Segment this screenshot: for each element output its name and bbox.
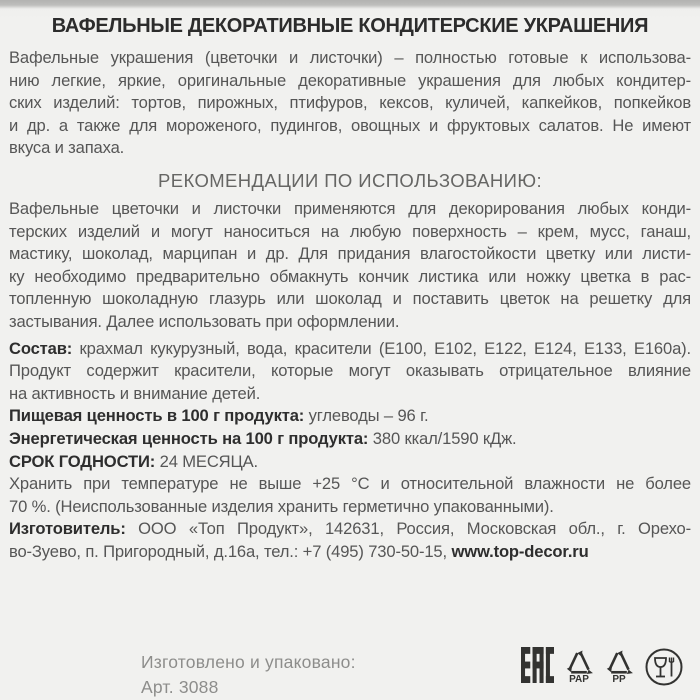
page-title: ВАФЕЛЬНЫЕ ДЕКОРАТИВНЫЕ КОНДИТЕРСКИЕ УКРАШЕНИЯ: [51, 15, 649, 37]
description-line: вкуса и запаха.: [9, 138, 125, 158]
recommendations-paragraph: [9, 198, 691, 334]
composition-line: Продукт содержит красители, которые могут оказывать отрицательное влияние: [9, 361, 691, 381]
footer-production-block: [141, 650, 356, 700]
recycle-pp-icon: [604, 647, 634, 685]
storage-line: 70 %. (Неиспользованные изделия хранить герметично упакованными).: [9, 496, 554, 516]
manufacturer-line: во-Зуево, п. Пригородный, д.16а, тел.: +7 (495) 730-50-15, www.top-decor.ru: [9, 541, 589, 561]
storage-line: Хранить при температуре не выше +25 °С и относительной влажности не более: [9, 474, 691, 494]
nutrition-value: углеводы – 96 г.: [308, 406, 429, 426]
description-line: и др. а также для мороженого, пудингов, овощных и фруктовых салатов. Не имеют: [9, 115, 691, 135]
composition-line: на активность и внимание детей.: [9, 383, 261, 403]
recommendations-line: топленную шоколадную глазурь или шоколад и поставить цветок на решетку для: [9, 289, 691, 309]
manufacturer-label: Изготовитель:: [9, 519, 126, 539]
description-paragraph: [9, 47, 691, 160]
recommendations-line: ку необходимо предварительно обмакнуть кончик листика или ножку цветка в рас-: [9, 266, 691, 286]
composition-paragraph: [9, 338, 691, 406]
shelf-life-value: 24 МЕСЯЦА.: [159, 451, 258, 471]
recommendations-line: мастику, шоколад, марципан и др. Для придания влагостойкости цветку или листи-: [9, 244, 691, 264]
shelf-life-label: СРОК ГОДНОСТИ:: [9, 451, 156, 471]
recycle-pp-label: PP: [612, 674, 626, 685]
description-line: ских изделий: тортов, пирожных, птифуров, кексов, куличей, капкейков, попкейков: [9, 93, 691, 113]
storage-paragraph: [9, 473, 691, 518]
manufacturer-paragraph: [9, 518, 691, 563]
recycle-pap-icon: [564, 647, 594, 685]
article-number: Арт. 3088: [141, 677, 219, 697]
description-line: Вафельные украшения (цветочки и листочки) – полностью готовые к использова-: [9, 48, 691, 67]
recommendations-heading: РЕКОМЕНДАЦИИ ПО ИСПОЛЬЗОВАНИЮ:: [158, 169, 542, 191]
made-and-packed-text: Изготовлено и упаковано:: [141, 652, 356, 672]
manufacturer-website: www.top-decor.ru: [451, 541, 589, 561]
product-label: [9, 13, 691, 563]
nutrition-row: [9, 405, 691, 428]
certification-marks: [521, 647, 684, 687]
composition-label: Состав:: [9, 338, 73, 358]
energy-label: Энергетическая ценность на 100 г продукта:: [9, 428, 369, 448]
energy-row: [9, 428, 691, 451]
food-safe-glass-fork-icon: [644, 647, 684, 687]
composition-line: Состав: крахмал кукурузный, вода, красители (Е100, Е102, Е122, Е124, Е133, Е160а).: [9, 338, 691, 358]
recommendations-line: терских изделий и могут наноситься на любую поверхность – крем, мусс, ганаш,: [9, 221, 691, 241]
manufacturer-line: Изготовитель: ООО «Топ Продукт», 142631, Россия, Московская обл., г. Орехо-: [9, 519, 691, 539]
shelf-life-row: [9, 451, 691, 474]
description-line: нию легкие, яркие, оригинальные декоративные украшения для любых кондитер-: [9, 70, 691, 90]
recommendations-line: Вафельные цветочки и листочки применяются для декорирования любых конди-: [9, 198, 691, 218]
recommendations-line: застывания. Далее использовать при оформлении.: [9, 311, 400, 331]
energy-value: 380 ккал/1590 кДж.: [372, 428, 517, 448]
recycle-pap-label: PAP: [569, 674, 589, 685]
eac-mark-icon: [521, 647, 554, 683]
nutrition-label: Пищевая ценность в 100 г продукта:: [9, 406, 305, 426]
